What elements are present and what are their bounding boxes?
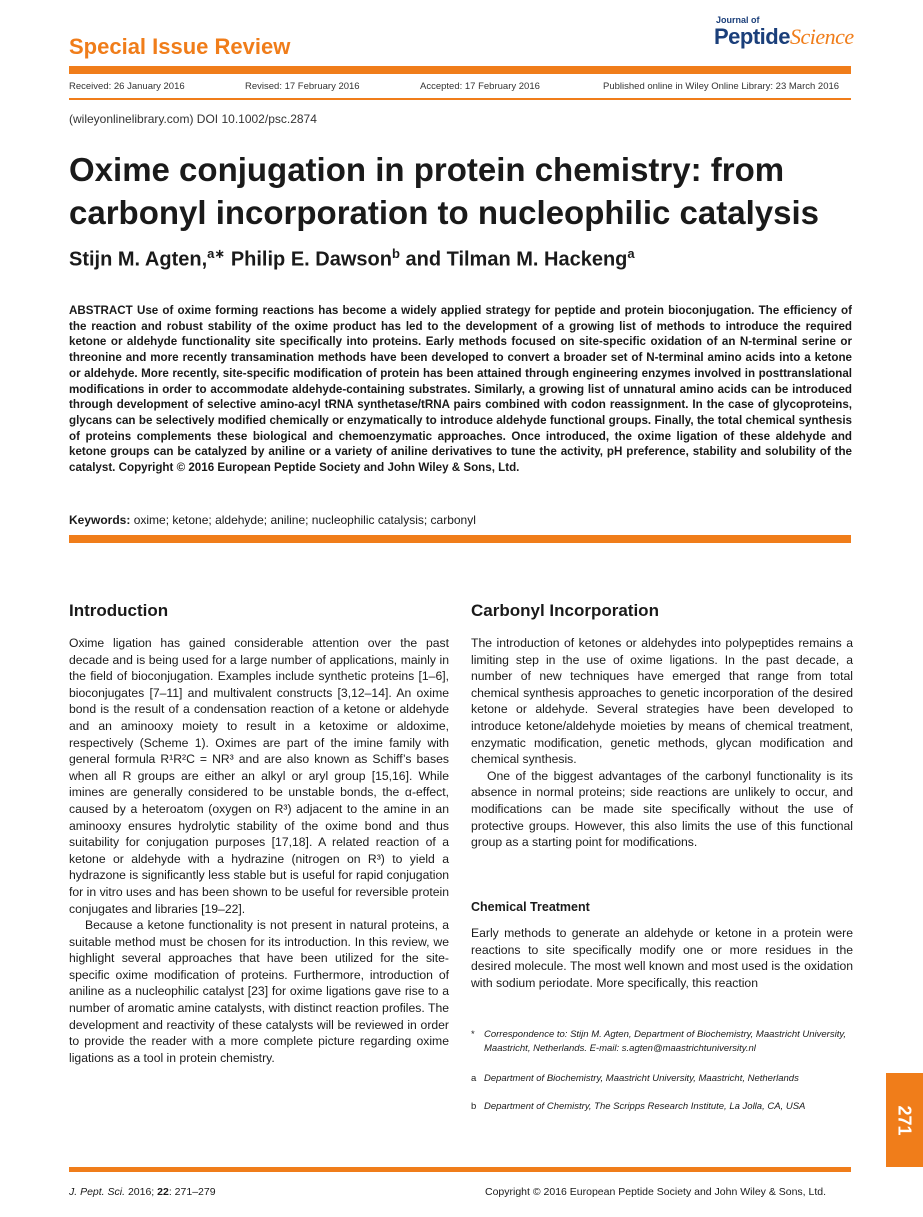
special-issue-label: Special Issue Review: [69, 34, 291, 59]
article-title: Oxime conjugation in protein chemistry: from carbonyl incorporation to nucleophilic catalysis: [69, 151, 819, 231]
footnote-text: Department of Biochemistry, Maastricht University, Maastricht, Netherlands: [484, 1073, 799, 1084]
carbonyl-paragraph-2: One of the biggest advantages of the carbonyl functionality is its absence in normal proteins; side reactions are unlikely to occur, and modifications can be made site specifically without the use of protective groups. However, this also limits the use of this functional group as a starting point for modifications.: [471, 768, 853, 850]
abstract-rule: [69, 535, 851, 543]
received-date: Received: 26 January 2016: [69, 81, 185, 92]
footnote-affiliation-a: [471, 1072, 853, 1086]
author-list: [69, 246, 635, 272]
footnote-mark: a: [471, 1073, 477, 1084]
footnote-mark: b: [471, 1101, 477, 1112]
journal-logo-science: Science: [789, 24, 854, 49]
carbonyl-heading: Carbonyl Incorporation: [471, 601, 659, 620]
carbonyl-paragraph-1: The introduction of ketones or aldehydes into polypeptides remains a limiting step in the use of oxime ligations. In the past decade, a number of new techniques have emerged that range from total chemical synthesis approaches to genetic incorporation of the desired ketone or aldehyde. Several strategies have been developed to introduce ketone/aldehyde moieties by means of chemical treatment, enzymatic modification, genetic methods, glycan modification and chemical synthesis.: [471, 636, 853, 767]
author-name: Stijn M. Agten,: [69, 248, 208, 271]
author-affiliation-mark: b: [391, 246, 400, 261]
revised-date: Revised: 17 February 2016: [245, 81, 360, 92]
journal-logo: [714, 24, 854, 50]
citation-pages: : 271–279: [168, 1186, 216, 1198]
footnote-mark: *: [471, 1029, 475, 1040]
published-date: Published online in Wiley Online Library: 23 March 2016: [603, 81, 840, 92]
copyright: Copyright © 2016 European Peptide Society and John Wiley & Sons, Ltd.: [485, 1186, 827, 1198]
abstract: ABSTRACT Use of oxime forming reactions has become a widely applied strategy for peptide and protein bioconjugation. The efficiency of the reaction and robust stability of the oxime product has led to the development of a growing list of methods to introduce the required ketone or aldehyde functionality site specifically into proteins. Early methods focused on site-specific oxidation of an N-terminal serine or threonine and more recently transamination methods have been developed to convert a broader set of N-terminal amino acids into a ketone or aldehyde. More recently, site-specific modification of protein has been attained through engineering enzymes involved in posttranslational modifications in order to accommodate aldehyde-containing substrates. Similarly, a growing list of unnatural amino acids can be introduced through development of selective amino-acyl tRNA synthetase/tRNA pairs combined with codon reassignment. In the case of glycoproteins, glycans can be selectively modified chemically or enzymatically to introduce aldehyde functional groups. Finally, the total chemical synthesis of proteins complements these biological and chemoenzymatic approaches. Once introduced, the oxime ligation of these aldehyde and ketone groups can be catalyzed by aniline or a variety of aniline derivatives to tune the activity, pH preference, stability and solubility of the catalyst. Copyright © 2016 European Peptide Society and John Wiley & Sons, Ltd.: [69, 304, 852, 475]
citation-journal: J. Pept. Sci.: [69, 1186, 126, 1198]
introduction-heading: Introduction: [69, 601, 169, 620]
footnote-affiliation-b: [471, 1100, 853, 1114]
author-name: Philip E. Dawson: [225, 248, 392, 271]
chemical-treatment-heading: Chemical Treatment: [471, 900, 590, 914]
keywords: [69, 513, 476, 527]
footnote-correspondence: [471, 1028, 853, 1056]
page-number-tab: [886, 1073, 923, 1167]
footnote-text: Department of Chemistry, The Scripps Research Institute, La Jolla, CA, USA: [484, 1101, 806, 1112]
chemical-treatment-body: [471, 925, 853, 991]
citation-volume: 22: [157, 1186, 169, 1198]
citation-year: 2016;: [125, 1186, 158, 1198]
journal-of-label: Journal of: [716, 15, 760, 25]
header-rule: [69, 66, 851, 74]
footer-rule: [69, 1167, 851, 1172]
citation: [69, 1186, 216, 1198]
accepted-date: Accepted: 17 February 2016: [420, 81, 540, 92]
author-name: and Tilman M. Hackeng: [399, 248, 628, 271]
doi: (wileyonlinelibrary.com) DOI 10.1002/psc.2874: [69, 112, 317, 126]
dates-rule: [69, 98, 851, 100]
author-affiliation-mark: a∗: [207, 246, 226, 261]
keywords-text: oxime; ketone; aldehyde; aniline; nucleophilic catalysis; carbonyl: [130, 513, 476, 527]
introduction-paragraph-2: Because a ketone functionality is not present in natural proteins, a suitable method must be chosen for its introduction. In this review, we highlight several approaches that have been utilized for the site-specific oxime modification of proteins. Furthermore, introduction of aniline as a nucleophilic catalyst [23] for oxime ligations gave rise to a number of aromatic amine catalysts, with distinct reaction profiles. The development and reactivity of these catalysts will be reviewed in order to provide the reader with a more complete picture regarding oxime ligations as a tool in protein chemistry.: [69, 918, 449, 1065]
carbonyl-body: [471, 635, 853, 851]
keywords-label: Keywords:: [69, 513, 131, 527]
author-affiliation-mark: a: [627, 246, 635, 261]
introduction-paragraph-1: Oxime ligation has gained considerable attention over the past decade and is being used for a large number of applications, mainly in the field of bioconjugation. Examples include synthetic proteins [1–6], bioconjugates [7–11] and multivalent constructs [3,12–14]. An oxime bond is the result of a condensation reaction of a ketone or aldehyde and an aminooxy moiety to result in a ketoxime or aldoxime, respectively (Scheme 1). Oximes are part of the imine family with general formula R¹R²C = NR³ and are also known as Schiff’s bases when all R groups are either an alkyl or aryl group [15,16]. While imines are generally considered to be unstable bonds, the α-effect, caused by a heteroatom (oxygen on R³) adjacent to the amine in an aminooxy ensures hydrolytic stability of the oxime bond and thus suitability for conjugation purposes [17,18]. A related reaction of a ketone or aldehyde with a hydrazine (nitrogen on R³) to yield a hydrazone is significantly less stable but is useful for rapid conjugation for in vitro uses and has been shown to be useful for reversible protein conjugates and libraries [19–22].: [69, 636, 449, 916]
journal-logo-peptide: Peptide: [714, 24, 790, 49]
page-number: 271: [894, 1104, 915, 1136]
chemical-treatment-paragraph: Early methods to generate an aldehyde or ketone in a protein were reactions to site specifically modify one or more residues in the desired molecule. The most well known and most used is the oxidation with sodium periodate. More specifically, this reaction: [471, 926, 853, 990]
introduction-body: [69, 635, 449, 1066]
footnote-text: Correspondence to: Stijn M. Agten, Department of Biochemistry, Maastricht University, Maastricht, Netherlands. E-mail: s.agten@maastrichtuniversity.nl: [484, 1029, 847, 1054]
